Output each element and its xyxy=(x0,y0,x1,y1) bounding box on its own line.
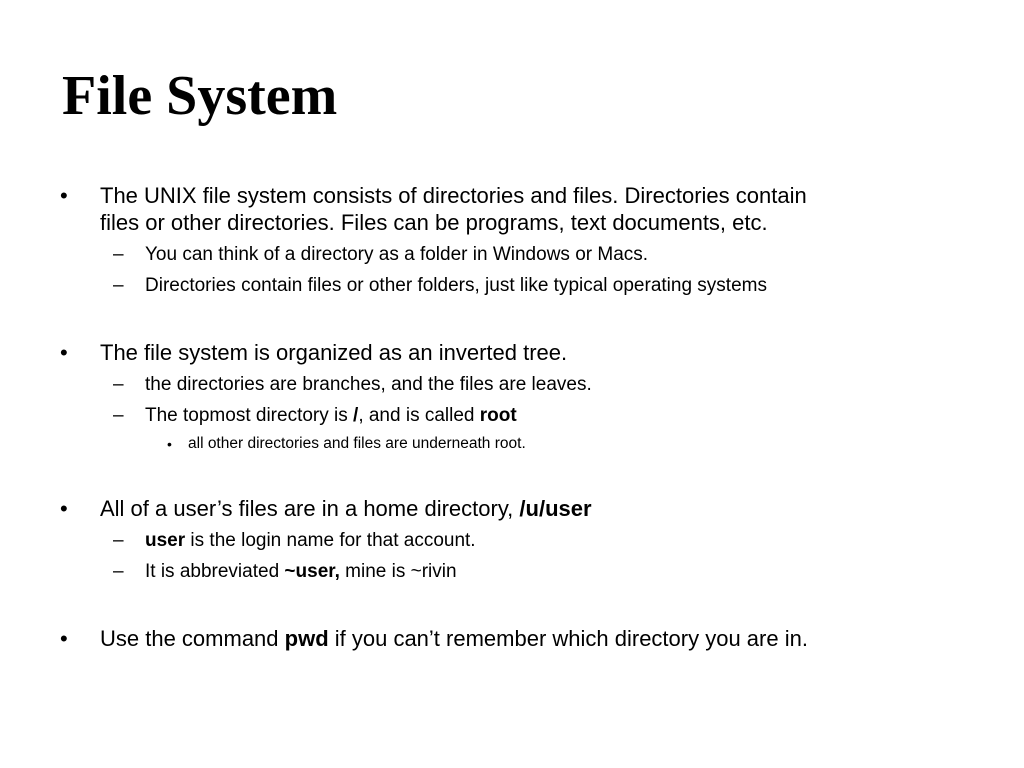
bullet-marker: • xyxy=(60,183,68,208)
dash-marker: – xyxy=(113,530,124,551)
bullet-1-line-1: The UNIX file system consists of directories and files. Directories contain xyxy=(100,183,807,208)
root-symbol: / xyxy=(353,405,359,426)
bullet-marker: • xyxy=(60,340,68,365)
bullet-1-line-2: files or other directories. Files can be programs, text documents, etc. xyxy=(100,210,768,235)
bullet-2-sub-1: the directories are branches, and the files are leaves. xyxy=(145,374,592,395)
bullet-1-sub-1: You can think of a directory as a folder in Windows or Macs. xyxy=(145,244,649,265)
bullet-3-sub-1-rest: is the login name for that account. xyxy=(185,530,476,551)
dash-marker: – xyxy=(113,275,124,296)
bullet-2-subsub-1: all other directories and files are underneath root. xyxy=(188,435,526,452)
user-term: user xyxy=(145,530,186,551)
root-word: root xyxy=(479,405,517,426)
bullet-3-sub-1 xyxy=(145,529,476,553)
bullet-marker: • xyxy=(60,496,68,521)
dash-marker: – xyxy=(113,405,124,426)
bullet-4-text-pre: Use the command xyxy=(100,626,285,651)
bullet-marker-small: • xyxy=(167,436,172,452)
bullet-2-sub-2-mid: , and is called xyxy=(358,405,480,426)
bullet-3-sub-2-pre: It is abbreviated xyxy=(145,561,285,582)
bullet-2-text: The file system is organized as an inverted tree. xyxy=(100,340,568,365)
dash-marker: – xyxy=(113,561,124,582)
pwd-command: pwd xyxy=(284,626,329,651)
bullet-1-sub-2: Directories contain files or other folders, just like typical operating systems xyxy=(145,275,767,296)
home-path: /u/user xyxy=(519,496,592,521)
bullet-3-text xyxy=(100,495,592,522)
tilde-user: ~user, xyxy=(284,561,340,582)
bullet-3-sub-2 xyxy=(145,560,457,584)
dash-marker: – xyxy=(113,244,124,265)
slide-title: File System xyxy=(62,65,338,127)
bullet-3-sub-2-rest: mine is ~rivin xyxy=(339,561,457,582)
bullet-3-text-pre: All of a user’s files are in a home directory, xyxy=(100,496,520,521)
dash-marker: – xyxy=(113,374,124,395)
bullet-marker: • xyxy=(60,626,68,651)
bullet-2-sub-2 xyxy=(145,404,517,428)
bullet-2-sub-2-pre: The topmost directory is xyxy=(145,405,354,426)
bullet-4-text xyxy=(100,625,808,652)
bullet-4-text-rest: if you can’t remember which directory you are in. xyxy=(328,626,808,651)
